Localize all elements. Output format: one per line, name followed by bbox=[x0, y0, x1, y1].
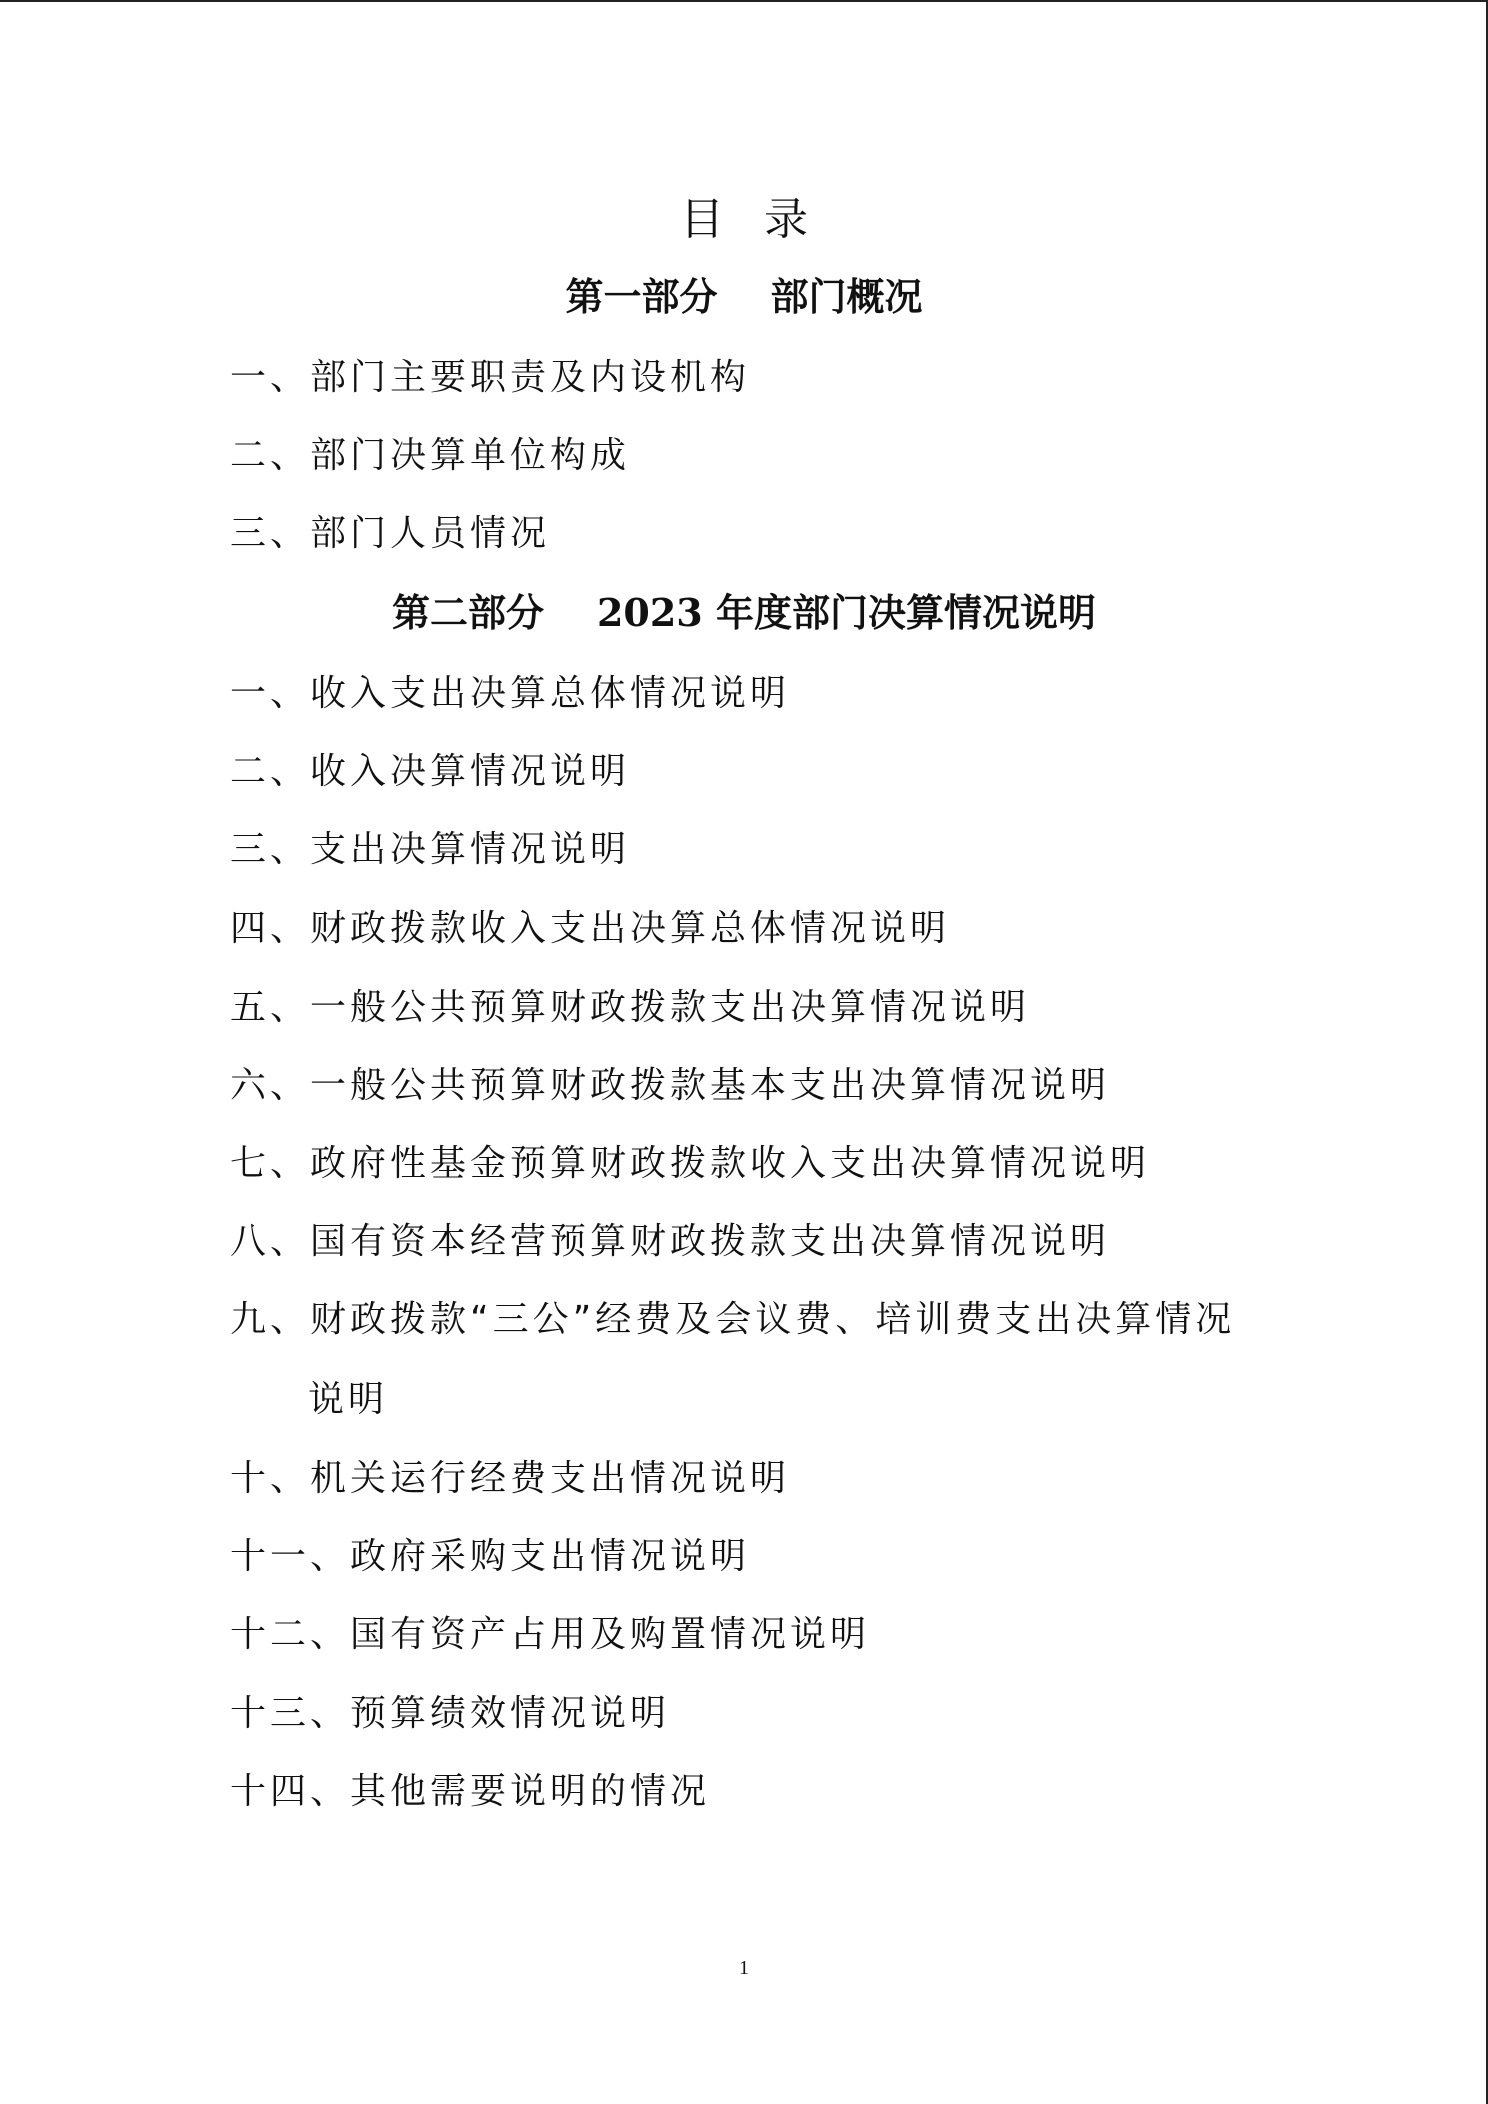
toc-item: 十二、国有资产占用及购置情况说明 bbox=[230, 1614, 871, 1655]
toc-item: 五、一般公共预算财政拨款支出决算情况说明 bbox=[230, 987, 1031, 1028]
toc-item-continuation: 说明 bbox=[308, 1379, 389, 1420]
page-top-border bbox=[0, 0, 1488, 2]
toc-item: 三、部门人员情况 bbox=[230, 513, 551, 554]
toc-item: 十、机关运行经费支出情况说明 bbox=[230, 1458, 791, 1499]
part-one-heading: 第一部分 部门概况 bbox=[565, 274, 923, 319]
toc-item: 七、政府性基金预算财政拨款收入支出决算情况说明 bbox=[230, 1143, 1151, 1184]
page-number: 1 bbox=[739, 1957, 749, 1979]
toc-item: 二、收入决算情况说明 bbox=[230, 751, 631, 792]
toc-item: 十三、预算绩效情况说明 bbox=[230, 1693, 671, 1734]
toc-item: 一、部门主要职责及内设机构 bbox=[230, 357, 751, 398]
toc-item: 十四、其他需要说明的情况 bbox=[230, 1771, 711, 1812]
toc-item: 八、国有资本经营预算财政拨款支出决算情况说明 bbox=[230, 1221, 1111, 1262]
toc-item: 一、收入支出决算总体情况说明 bbox=[230, 673, 791, 714]
toc-item: 十一、政府采购支出情况说明 bbox=[230, 1536, 751, 1577]
toc-item: 三、支出决算情况说明 bbox=[230, 829, 631, 870]
toc-title: 目录 bbox=[680, 194, 848, 245]
toc-item: 二、部门决算单位构成 bbox=[230, 435, 631, 476]
toc-item: 九、财政拨款“三公”经费及会议费、培训费支出决算情况 bbox=[230, 1299, 1236, 1340]
toc-item: 六、一般公共预算财政拨款基本支出决算情况说明 bbox=[230, 1065, 1111, 1106]
part-two-heading: 第二部分 2023 年度部门决算情况说明 bbox=[392, 590, 1096, 635]
toc-item: 四、财政拨款收入支出决算总体情况说明 bbox=[230, 908, 951, 949]
